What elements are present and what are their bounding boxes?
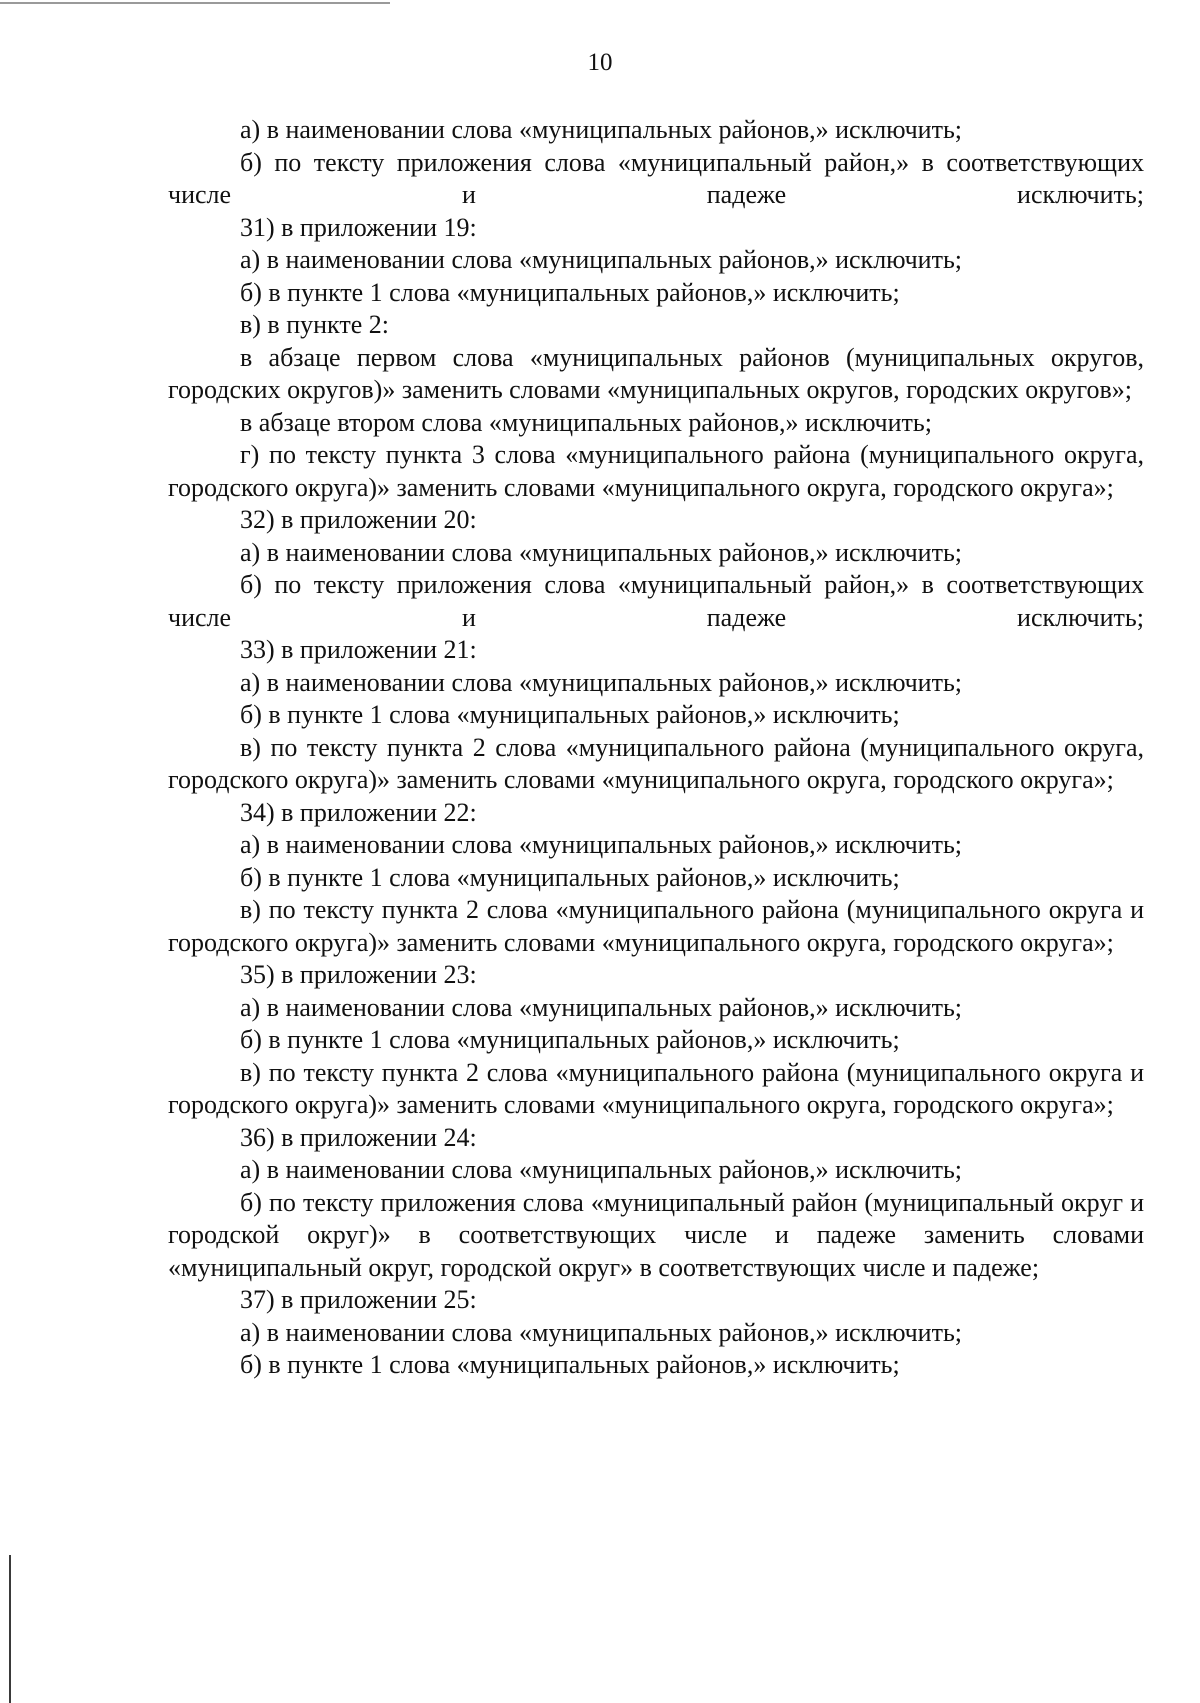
page-number: 10 [587,49,613,76]
paragraph: б) в пункте 1 слова «муниципальных районов,» исключить; [240,277,900,307]
paragraph: а) в наименовании слова «муниципальных районов,» исключить; [240,537,963,567]
paragraph: б) по тексту приложения слова «муниципальный район (муниципальный округ и городской округ)» в соответствующих числе и падеже заменить словами «муниципальный округ, городской округ» в соответствующих числе и падеже; [168,1187,1144,1282]
paragraph: 37) в приложении 25: [240,1285,477,1314]
paragraph: а) в наименовании слова «муниципальных районов,» исключить; [240,992,963,1022]
paragraph: а) в наименовании слова «муниципальных районов,» исключить; [240,830,963,859]
paragraph: а) в наименовании слова «муниципальных районов,» исключить; [240,245,963,274]
paragraph: 31) в приложении 19: [240,212,477,242]
scan-artifact-top-line [0,2,390,4]
paragraph: б) в пункте 1 слова «муниципальных районов,» исключить; [240,1025,900,1054]
paragraph: в абзаце втором слова «муниципальных районов,» исключить; [240,407,932,437]
paragraph: а) в наименовании слова «муниципальных районов,» исключить; [240,667,963,697]
paragraph: г) по тексту пункта 3 слова «муниципального района (муниципального округа, городского округа)» заменить словами «муниципального округа, городского округа»; [168,440,1144,502]
paragraph: б) по тексту приложения слова «муниципальный район,» в соответствующих числе и падеже исключить; [168,570,1144,632]
scan-artifact-left-line [9,1555,11,1703]
paragraph: а) в наименовании слова «муниципальных районов,» исключить; [240,1317,963,1347]
paragraph: в абзаце первом слова «муниципальных районов (муниципальных округов, городских округов)» заменить словами «муниципальных округов, городских округов»; [168,342,1144,404]
paragraph: 36) в приложении 24: [240,1122,477,1152]
paragraph: б) в пункте 1 слова «муниципальных районов,» исключить; [240,862,900,892]
paragraph: в) в пункте 2: [240,310,389,339]
paragraph: б) в пункте 1 слова «муниципальных районов,» исключить; [240,700,900,729]
paragraph: б) по тексту приложения слова «муниципальный район,» в соответствующих числе и падеже исключить; [168,147,1144,209]
document-body [168,114,1144,1382]
paragraph: 35) в приложении 23: [240,960,477,989]
paragraph: в) по тексту пункта 2 слова «муниципального района (муниципального округа и городского округа)» заменить словами «муниципального округа, городского округа»; [168,895,1144,957]
paragraph: в) по тексту пункта 2 слова «муниципального района (муниципального округа и городского округа)» заменить словами «муниципального округа, городского округа»; [168,1057,1144,1119]
paragraph: 32) в приложении 20: [240,505,477,534]
paragraph: 34) в приложении 22: [240,797,477,827]
paragraph: б) в пункте 1 слова «муниципальных районов,» исключить; [240,1350,900,1379]
paragraph: в) по тексту пункта 2 слова «муниципального района (муниципального округа, городского округа)» заменить словами «муниципального округа, городского округа»; [168,732,1144,794]
paragraph: а) в наименовании слова «муниципальных районов,» исключить; [240,1155,963,1184]
paragraph: 33) в приложении 21: [240,635,477,664]
paragraph: а) в наименовании слова «муниципальных районов,» исключить; [240,115,963,144]
